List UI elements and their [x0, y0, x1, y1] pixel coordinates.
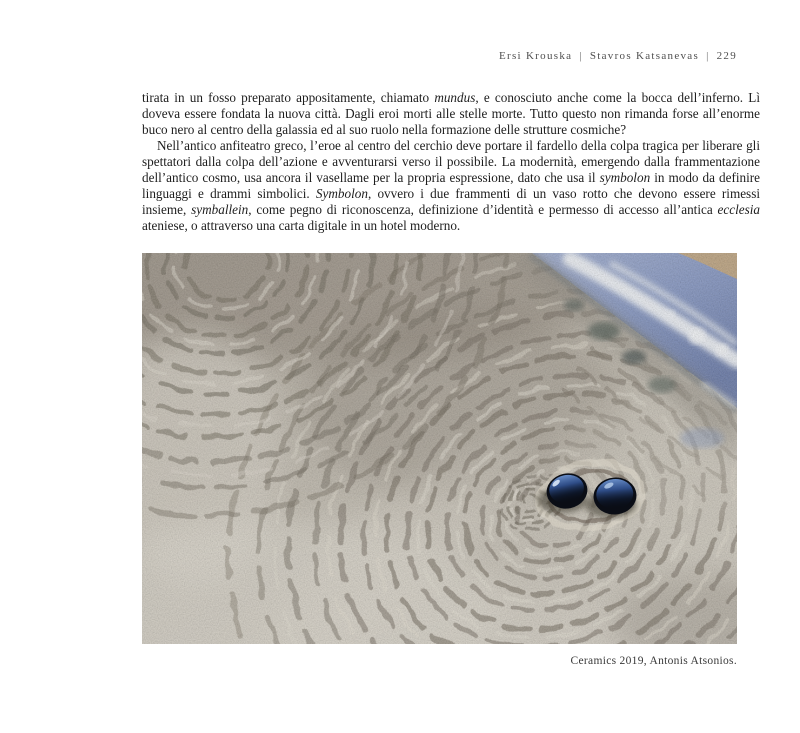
- running-head-separator: |: [706, 50, 710, 62]
- running-head-separator: |: [579, 50, 583, 62]
- page-number: 229: [716, 50, 737, 62]
- sand-grain-light: [142, 253, 737, 644]
- running-head-author-1: Ersi Krouska: [498, 50, 573, 62]
- paragraph: tirata in un fosso preparato appositamente, chiamato mundus, e conosciuto anche come la bocca dell’inferno. Lì doveva essere fondata la nuova città. Dagli eroi morti alle stelle morte. Tutto questo non rimanda forse all’enorme buco nero al centro della galassia ed al suo ruolo nella formazione delle strutture cosmiche?: [142, 90, 760, 137]
- figure-caption: Ceramics 2019, Antonis Atsonios.: [570, 655, 737, 667]
- paragraph: Nell’antico anfiteatro greco, l’eroe al centro del cerchio deve portare il fardello della colpa tragica per liberare gli spettatori dalla colpa dell’azione e avventurarsi verso il possibile. La modernità, emergendo dalla frammentazione dell’antico cosmo, usa ancora il vasellame per la propria espressione, dato che usa il symbolon in modo da definire linguaggi e drammi simbolici. Symbolon, ovvero i due frammenti di un vaso rotto che devono essere rimessi insieme, symballein, come pegno di riconoscenza, definizione d’identità e permesso di accesso all’antica ecclesia ateniese, o attraverso una carta digitale in un hotel moderno.: [142, 137, 761, 233]
- figure: [142, 253, 737, 667]
- running-head: [142, 50, 737, 62]
- running-head-author-2: Stavros Katsanevas: [589, 50, 700, 62]
- artwork-photo: [142, 253, 737, 644]
- body-text: [142, 90, 760, 234]
